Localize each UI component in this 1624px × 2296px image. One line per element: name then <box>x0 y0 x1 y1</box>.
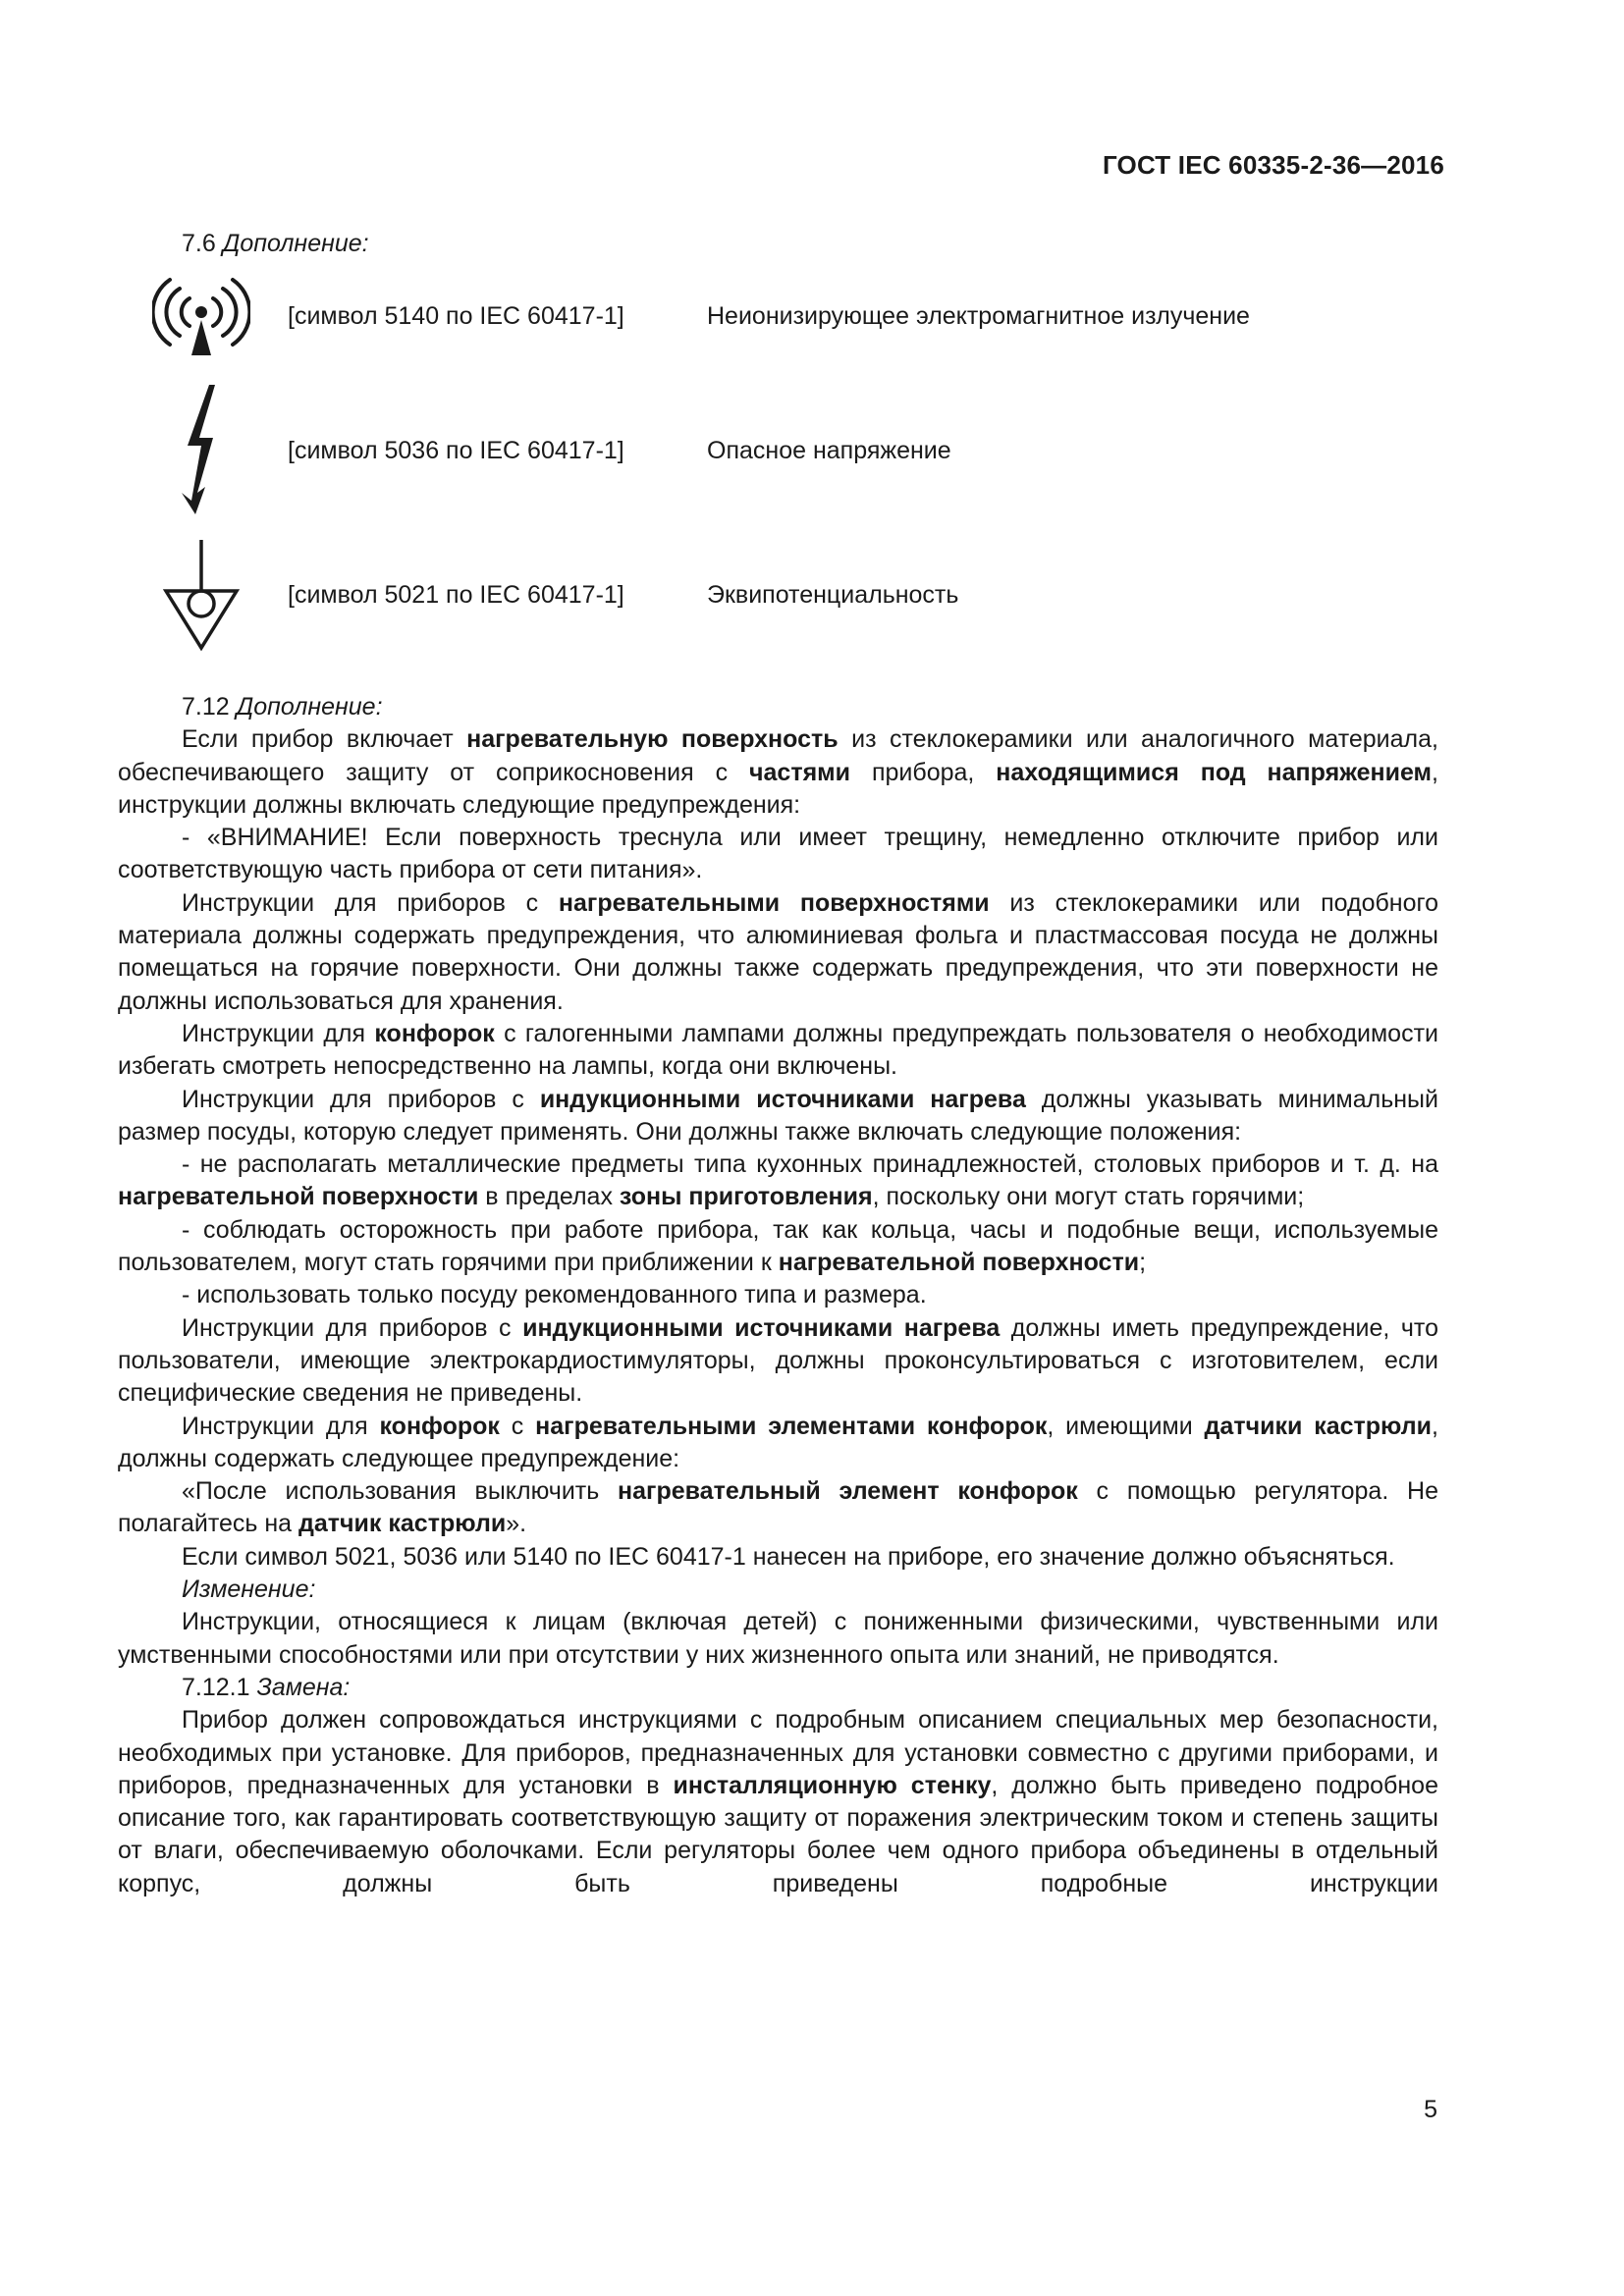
non-ionizing-radiation-icon <box>152 277 250 365</box>
section-label: Дополнение: <box>222 230 369 257</box>
paragraph: Инструкции для приборов с индукционными источниками нагрева должны иметь предупреждение, что пользователи, имеющие электрокардиостимуляторы, должны проконсультироваться с изготовителем, если специфические сведения не приведены. <box>118 1313 1438 1408</box>
page-number: 5 <box>1424 2096 1437 2123</box>
document-header: ГОСТ IEC 60335-2-36—2016 <box>1102 150 1444 180</box>
paragraph: Изменение: <box>182 1575 316 1604</box>
paragraph: - соблюдать осторожность при работе прибора, так как кольца, часы и подобные вещи, используемые пользователем, могут стать горячими при приближении к нагревательной поверхности; <box>118 1215 1438 1277</box>
paragraph: Если символ 5021, 5036 или 5140 по IEC 60417-1 нанесен на приборе, его значение должно объясняться. <box>182 1542 1395 1571</box>
equipotentiality-icon <box>152 538 250 654</box>
paragraph: «После использования выключить нагревательный элемент конфорок с помощью регулятора. Не полагайтесь на датчик кастрюли». <box>118 1477 1439 1538</box>
symbol-reference: [символ 5036 по IEC 60417-1] <box>288 437 624 464</box>
section-7-12-heading: 7.12 Дополнение: <box>182 693 383 721</box>
dangerous-voltage-icon <box>152 385 250 517</box>
paragraph: Инструкции для приборов с нагревательными поверхностями из стеклокерамики или подобного материала должны содержать предупреждения, что алюминиевая фольга и пластмассовая посуда не должны помещаться на горячие поверхности. Они должны также содержать предупреждения, что эти поверхности не должны использоваться для хранения. <box>118 888 1438 1015</box>
symbol-description: Опасное напряжение <box>707 437 951 464</box>
symbol-reference: [символ 5021 по IEC 60417-1] <box>288 581 624 609</box>
paragraph: Если прибор включает нагревательную поверхность из стеклокерамики или аналогичного материала, обеспечивающего защиту от соприкосновения с частями прибора, находящимися под напряжением, инструкции должны включать следующие предупреждения: <box>118 725 1438 819</box>
symbol-row-5036 <box>152 385 1429 503</box>
section-7-12-1-heading: 7.12.1 Замена: <box>182 1673 351 1701</box>
paragraph: Инструкции для конфорок с нагревательными элементами конфорок, имеющими датчики кастрюли, должны содержать следующее предупреждение: <box>118 1412 1438 1472</box>
section-7-6-heading <box>182 230 369 258</box>
document-body <box>118 691 1438 1900</box>
section-number: 7.6 <box>182 230 216 257</box>
symbol-row-5021 <box>152 538 1429 656</box>
paragraph: - использовать только посуду рекомендованного типа и размера. <box>182 1281 927 1309</box>
paragraph: Прибор должен сопровождаться инструкциями с подробным описанием специальных мер безопасности, необходимых при установке. Для приборов, предназначенных для установки совместно с другими приборами, и приборов, предназначенных для установки в инсталляционную стенку, должно быть приведено подробное описание того, как гарантировать соответствующую защиту от поражения электрическим током и степень защиты от влаги, обеспечиваемую оболочками. Если регуляторы более чем одного прибора объединены в отдельный корпус, должны быть приведены подробные инструкции <box>118 1706 1438 1897</box>
paragraph: Инструкции для приборов с индукционными источниками нагрева должны указывать минимальный размер посуды, которую следует применять. Они должны также включать следующие положения: <box>118 1085 1438 1146</box>
paragraph: Инструкции для конфорок с галогенными лампами должны предупреждать пользователя о необходимости избегать смотреть непосредственно на лампы, когда они включены. <box>118 1019 1439 1081</box>
paragraph: - не располагать металлические предметы типа кухонных принадлежностей, столовых приборов и т. д. на нагревательной поверхности в пределах зоны приготовления, поскольку они могут стать горячими; <box>118 1150 1438 1211</box>
symbol-description: Эквипотенциальность <box>707 581 959 609</box>
symbol-reference: [символ 5140 по IEC 60417-1] <box>288 302 624 330</box>
symbol-description: Неионизирующее электромагнитное излучение <box>707 302 1250 330</box>
symbol-row-5140 <box>152 277 1429 395</box>
paragraph: Инструкции, относящиеся к лицам (включая детей) с пониженными физическими, чувственными или умственными способностями или при отсутствии у них жизненного опыта или знаний, не приводятся. <box>118 1608 1438 1669</box>
paragraph: - «ВНИМАНИЕ! Если поверхность треснула или имеет трещину, немедленно отключите прибор или соответствующую часть прибора от сети питания». <box>118 824 1438 884</box>
